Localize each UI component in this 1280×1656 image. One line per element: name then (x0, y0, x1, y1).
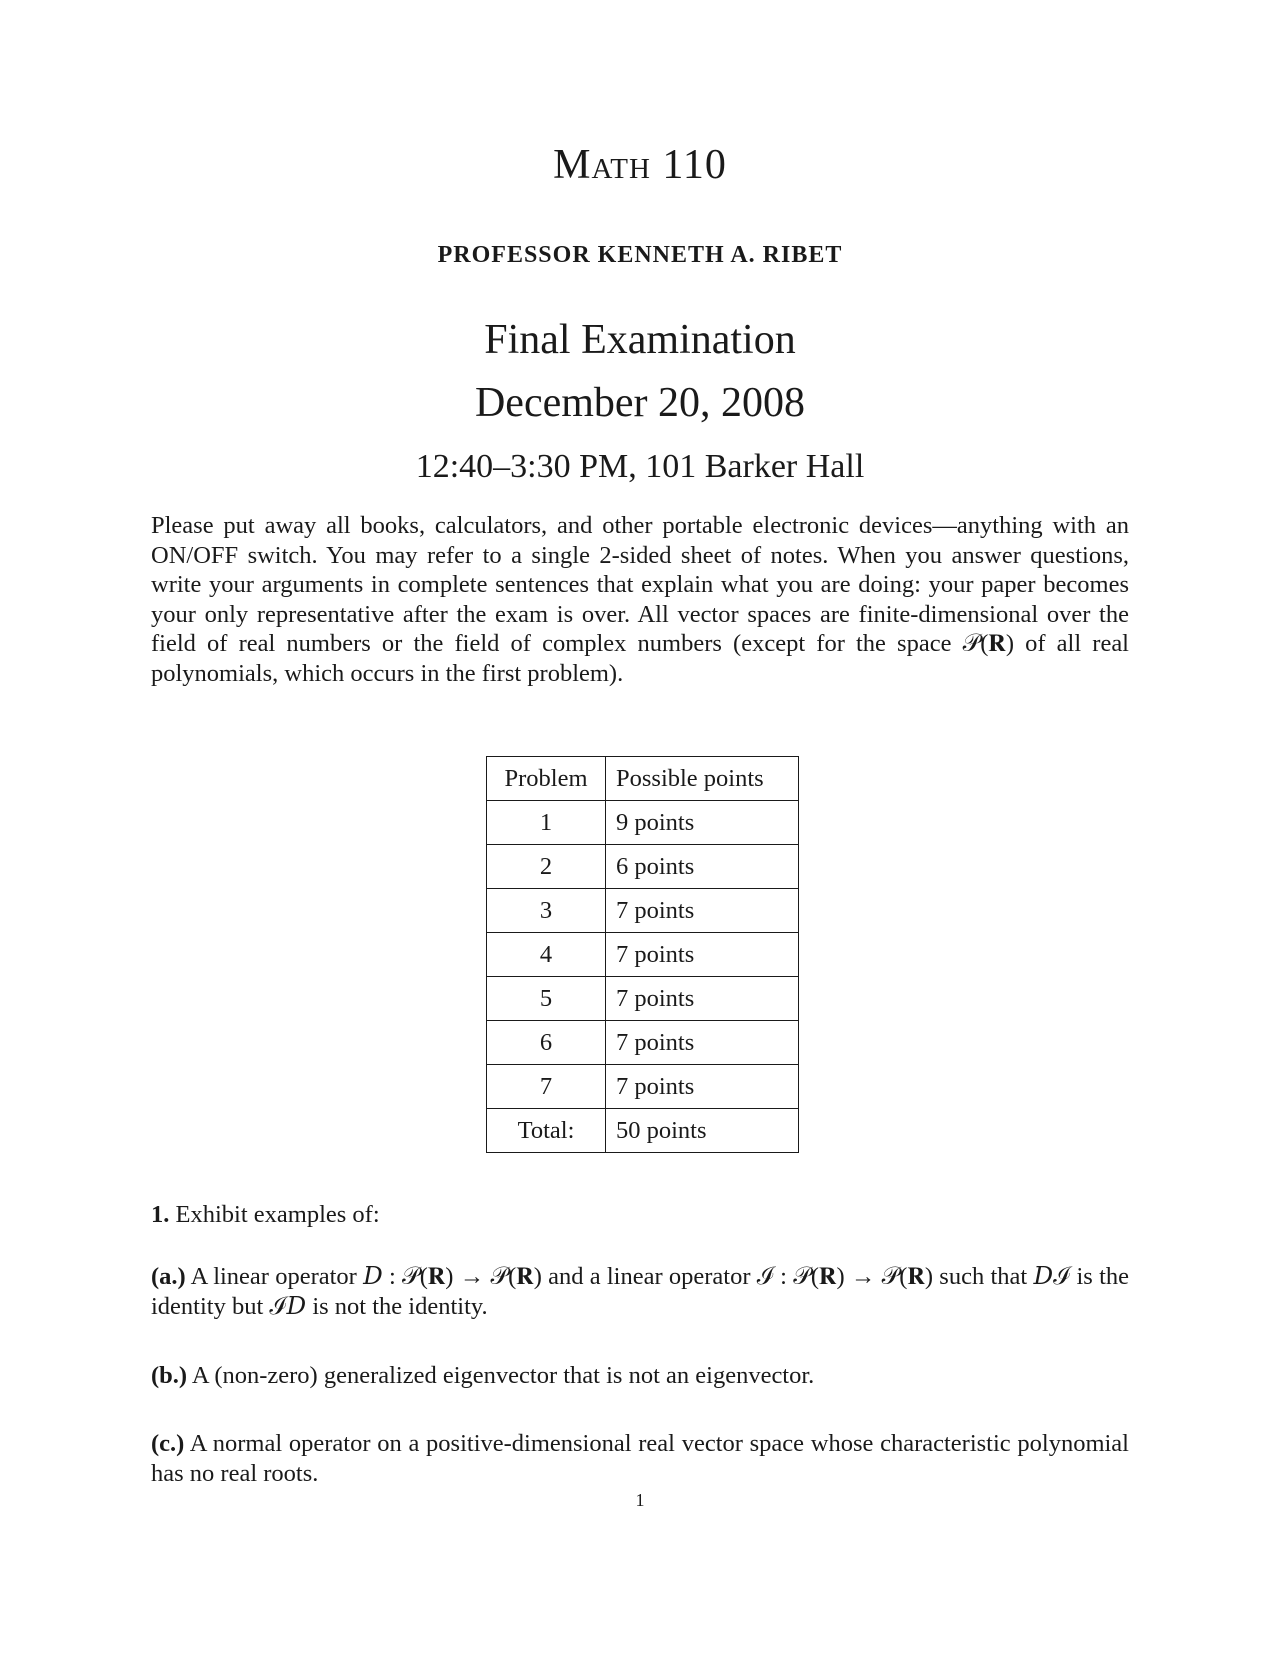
page-number: 1 (635, 1490, 645, 1510)
part-text: A linear operator 𝐷 : 𝒫(𝐑) → 𝒫(𝐑) and a linear operator ℐ : 𝒫(𝐑) → 𝒫(𝐑) such that 𝐷ℐ is the identity but ℐ𝐷 is not the identity. (151, 1263, 1129, 1320)
problem-1-part-c (151, 1429, 1129, 1488)
problem-cell: 5 (487, 977, 606, 1021)
points-cell: 7 points (606, 1065, 799, 1109)
problem-heading-text: Exhibit examples of: (175, 1201, 380, 1228)
exam-title: Final Examination (484, 317, 796, 363)
problem-cell: 4 (487, 933, 606, 977)
professor-name: PROFESSOR KENNETH A. RIBET (437, 242, 843, 268)
part-label: (a.) (151, 1263, 186, 1290)
table-row (487, 801, 799, 845)
problem-cell: 2 (487, 845, 606, 889)
points-cell: 7 points (606, 889, 799, 933)
column-header-problem: Problem (487, 757, 606, 801)
part-label: (b.) (151, 1362, 188, 1389)
problem-cell: 7 (487, 1065, 606, 1109)
total-points-cell: 50 points (606, 1109, 799, 1153)
problem-cell: 3 (487, 889, 606, 933)
table-header-row (487, 757, 799, 801)
problem-1-part-b (151, 1361, 1129, 1391)
part-label: (c.) (151, 1430, 185, 1457)
total-label-cell: Total: (487, 1109, 606, 1153)
table-row (487, 1021, 799, 1065)
table-row (487, 933, 799, 977)
problem-number: 1. (151, 1201, 170, 1228)
points-cell: 7 points (606, 1021, 799, 1065)
points-table (486, 756, 799, 1153)
problem-1-heading (151, 1200, 380, 1230)
instructions-paragraph: Please put away all books, calculators, and other portable electronic devices—anything with an ON/OFF switch. You may refer to a single 2-sided sheet of notes. When you answer questions, write your arguments in complete sentences that explain what you are doing: your paper becomes your only representative after the exam is over. All vector spaces are finite-dimensional over the field of real numbers or the field of complex numbers (except for the space 𝒫(𝐑) of all real polynomials, which occurs in the first problem). (151, 512, 1129, 687)
problem-cell: 6 (487, 1021, 606, 1065)
part-text: A (non-zero) generalized eigenvector that is not an eigenvector. (191, 1362, 815, 1389)
table-total-row (487, 1109, 799, 1153)
exam-time-location: 12:40–3:30 PM, 101 Barker Hall (415, 448, 865, 485)
points-cell: 7 points (606, 933, 799, 977)
points-cell: 9 points (606, 801, 799, 845)
points-cell: 6 points (606, 845, 799, 889)
column-header-possible-points: Possible points (606, 757, 799, 801)
table-row (487, 1065, 799, 1109)
table-row (487, 889, 799, 933)
exam-date: December 20, 2008 (474, 380, 806, 426)
course-title: Math 110 (553, 142, 727, 188)
problem-1-part-a (151, 1262, 1129, 1321)
table-row (487, 845, 799, 889)
points-cell: 7 points (606, 977, 799, 1021)
problem-cell: 1 (487, 801, 606, 845)
part-text: A normal operator on a positive-dimensional real vector space whose characteristic polynomial has no real roots. (151, 1430, 1129, 1487)
table-row (487, 977, 799, 1021)
